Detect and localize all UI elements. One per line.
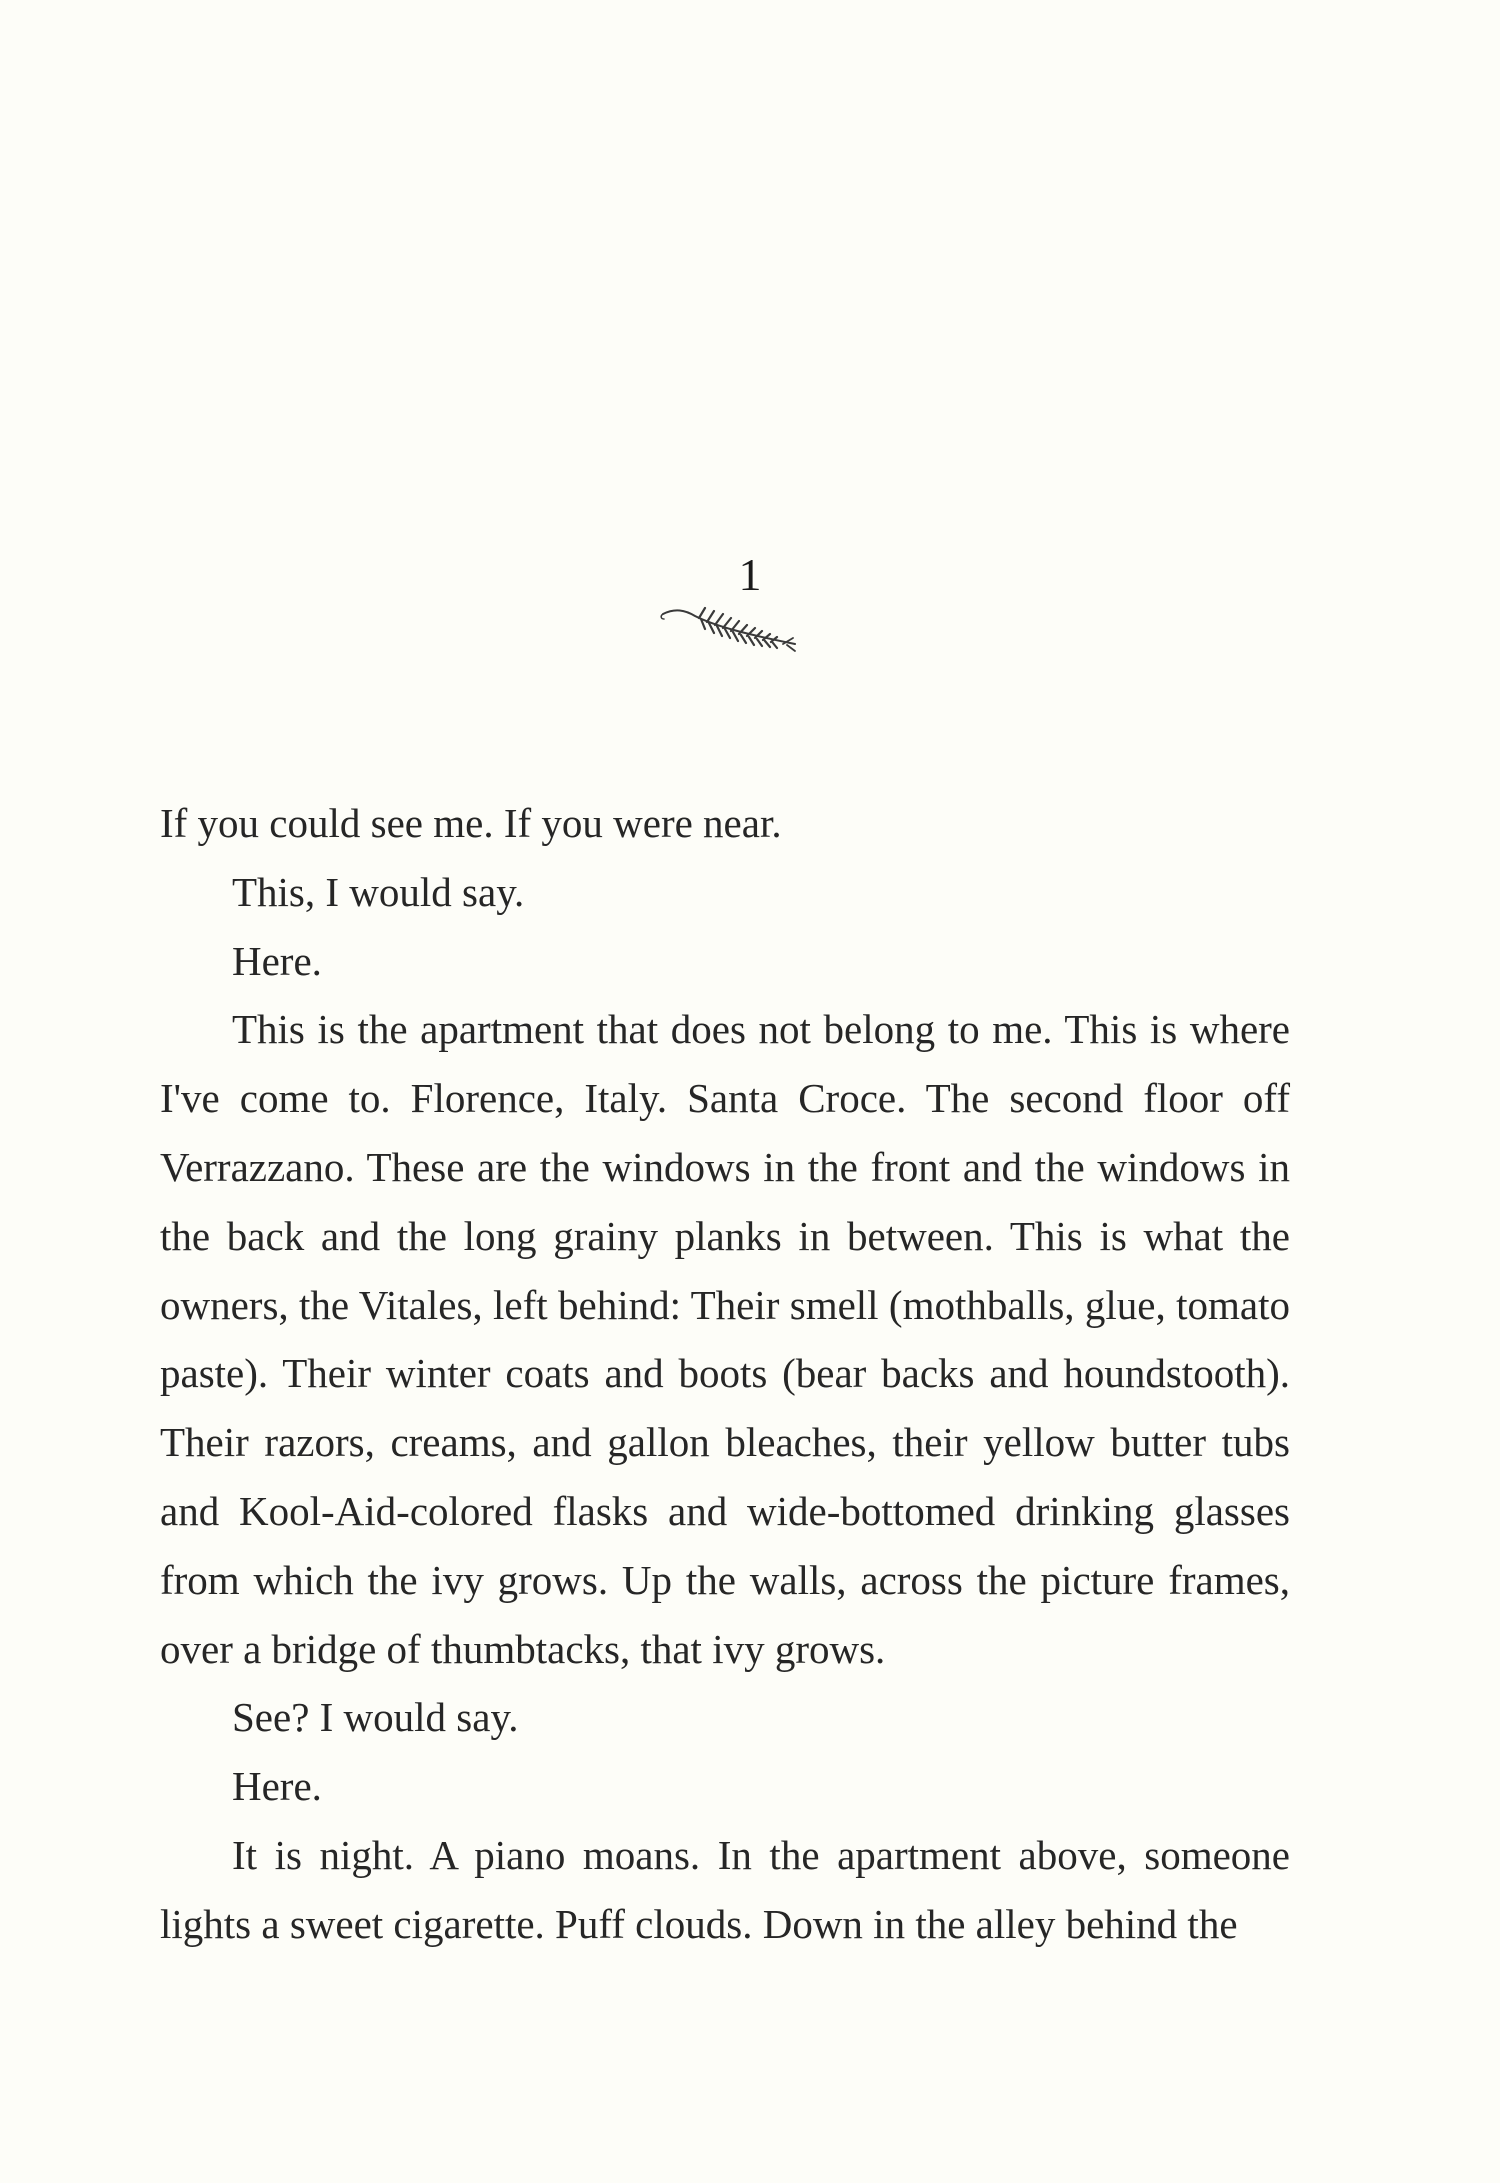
paragraph-1: If you could see me. If you were near. [160, 800, 782, 846]
paragraph-2: This, I would say. [232, 868, 525, 915]
paragraph-7: It is night. A piano moans. In the apartment above, someone lights a sweet cigarette. Puff clouds. Down in the alley behind the [160, 1831, 1290, 1947]
paragraph-5: See? I would say. [232, 1694, 519, 1741]
paragraph-3: Here. [232, 937, 322, 984]
paragraph-6: Here. [232, 1763, 322, 1810]
paragraph-4: This is the apartment that does not belong to me. This is where I've come to. Florence, Italy. Santa Croce. The second floor off Verrazzano. These are the windows in the front and the windows in the back and the long grainy planks in between. This is what the owners, the Vitales, left behind: Their smell (mothballs, glue, tomato paste). Their winter coats and boots (bear backs and houndstooth). Their razors, creams, and gallon bleaches, their yellow butter tubs and Kool-Aid-colored flasks and wide-bottomed drinking glasses from which the ivy grows. Up the walls, across the picture frames, over a bridge of thumbtacks, that ivy grows. [160, 1006, 1290, 1672]
chapter-number: 1 [738, 549, 762, 600]
chapter-body-text [160, 789, 1290, 1959]
sprig-ornament-icon [655, 600, 805, 660]
